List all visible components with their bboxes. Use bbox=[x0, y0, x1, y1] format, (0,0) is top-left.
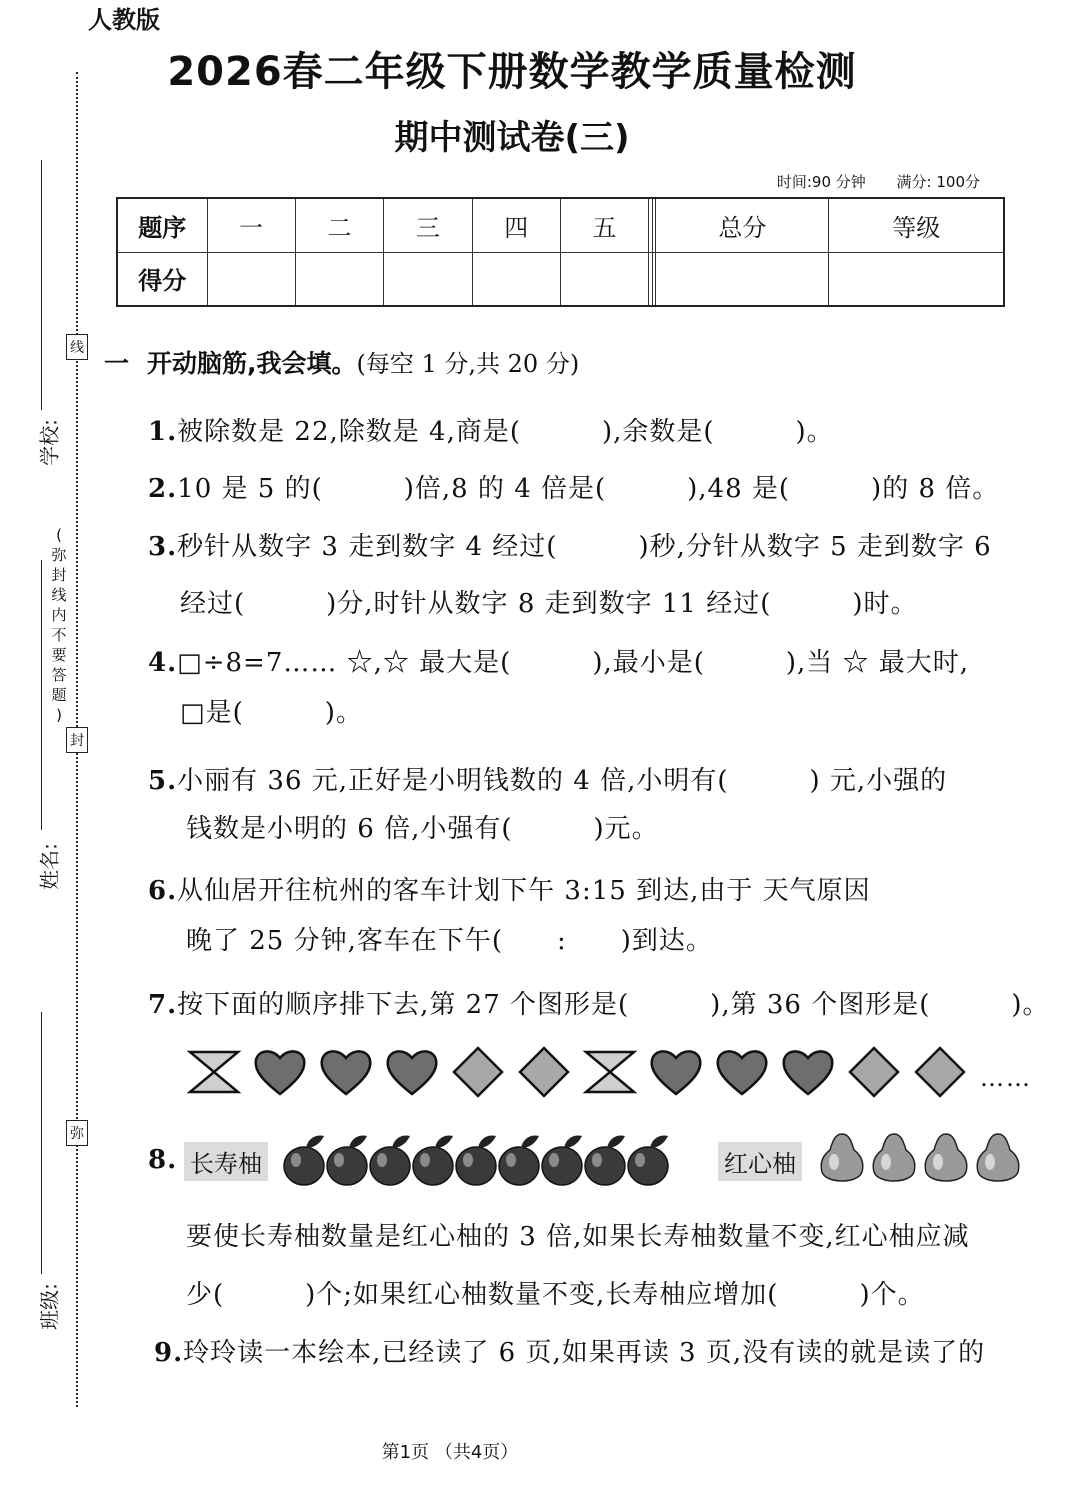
hourglass-shape bbox=[582, 1044, 638, 1100]
score-input-cell[interactable] bbox=[656, 252, 829, 306]
question-5-line-1: 5.小丽有 36 元,正好是小明钱数的 4 倍,小明有( ) 元,小强的 bbox=[148, 766, 948, 796]
score-table bbox=[116, 197, 1005, 307]
changshou-pomelo-icon bbox=[497, 1128, 545, 1188]
seal-char-mi: 弥 bbox=[66, 1120, 88, 1146]
page-footer: 第1页 （共4页） bbox=[381, 1442, 519, 1463]
changshou-pomelo-icon bbox=[540, 1128, 588, 1188]
hongxin-pomelo-icon bbox=[974, 1128, 1022, 1188]
label-hongxin-pomelo: 红心柚 bbox=[718, 1142, 802, 1181]
score-input-cell[interactable] bbox=[472, 252, 560, 306]
label-changshou-pomelo: 长寿柚 bbox=[184, 1142, 268, 1181]
question-9: 9.玲玲读一本绘本,已经读了 6 页,如果再读 3 页,没有读的就是读了的 bbox=[154, 1338, 986, 1368]
score-cell: 题序 bbox=[117, 198, 207, 252]
changshou-pomelo-icon bbox=[282, 1128, 330, 1188]
heart-shape bbox=[252, 1044, 308, 1100]
question-3-line-2: 经过( )分,时针从数字 8 走到数字 11 经过( )时。 bbox=[180, 589, 918, 619]
score-table-header-row bbox=[117, 198, 1004, 252]
score-input-cell[interactable] bbox=[207, 252, 295, 306]
score-table-score-row bbox=[117, 252, 1004, 306]
score-input-cell[interactable] bbox=[560, 252, 648, 306]
hongxin-pomelo-icon bbox=[870, 1128, 918, 1188]
exam-meta bbox=[777, 171, 980, 192]
diamond-shape bbox=[912, 1044, 968, 1100]
pattern-ellipsis: …… bbox=[980, 1064, 1032, 1092]
class-field-line[interactable] bbox=[41, 1012, 42, 1274]
hongxin-pomelo-icon bbox=[818, 1128, 866, 1188]
name-label: 姓名: bbox=[37, 843, 62, 890]
diamond-shape bbox=[450, 1044, 506, 1100]
question-4-line-1: 4.□÷8=7…… ☆,☆ 最大是( ),最小是( ),当 ☆ 最大时, bbox=[148, 648, 970, 678]
q7-shape-pattern bbox=[186, 1044, 1036, 1100]
changshou-pomelo-icon bbox=[368, 1128, 416, 1188]
question-3-line-1: 3.秒针从数字 3 走到数字 4 经过( )秒,分针从数字 5 走到数字 6 bbox=[148, 532, 992, 562]
question-5-line-2: 钱数是小明的 6 倍,小强有( )元。 bbox=[186, 814, 659, 844]
changshou-pomelo-icon bbox=[325, 1128, 373, 1188]
score-cell: 得分 bbox=[117, 252, 207, 306]
edition-label: 人教版 bbox=[88, 6, 160, 34]
score-cell: 四 bbox=[472, 198, 560, 252]
hourglass-shape bbox=[186, 1044, 242, 1100]
question-4-line-2: □是( )。 bbox=[180, 698, 363, 728]
heart-shape bbox=[648, 1044, 704, 1100]
question-8-line-1: 要使长寿柚数量是红心柚的 3 倍,如果长寿柚数量不变,红心柚应减 bbox=[186, 1222, 970, 1252]
changshou-pomelo-icon bbox=[411, 1128, 459, 1188]
score-cell: 总分 bbox=[656, 198, 829, 252]
diamond-shape bbox=[516, 1044, 572, 1100]
seal-char-xian: 线 bbox=[66, 334, 88, 360]
question-2: 2.10 是 5 的( )倍,8 的 4 倍是( ),48 是( )的 8 倍。 bbox=[148, 474, 1000, 504]
exam-full-score: 满分: 100分 bbox=[896, 173, 980, 191]
changshou-pomelo-icon bbox=[626, 1128, 674, 1188]
heart-shape bbox=[714, 1044, 770, 1100]
name-field-line[interactable] bbox=[41, 560, 42, 830]
question-6-line-2: 晚了 25 分钟,客车在下午( : )到达。 bbox=[186, 926, 713, 956]
question-1: 1.被除数是 22,除数是 4,商是( ),余数是( )。 bbox=[148, 417, 834, 447]
seal-note: ( 弥 封 线 内 不 要 答 题 ) bbox=[51, 526, 67, 724]
question-8-number: 8. bbox=[148, 1145, 178, 1175]
question-6-line-1: 6.从仙居开往杭州的客车计划下午 3:15 到达,由于 天气原因 bbox=[148, 876, 871, 906]
hongxin-pomelo-icon bbox=[922, 1128, 970, 1188]
class-label: 班级: bbox=[37, 1283, 62, 1330]
score-cell: 等级 bbox=[829, 198, 1004, 252]
section-heading bbox=[104, 344, 579, 380]
changshou-pomelo-icon bbox=[454, 1128, 502, 1188]
exam-time: 时间:90 分钟 bbox=[776, 173, 866, 191]
question-8-line-2: 少( )个;如果红心柚数量不变,长寿柚应增加( )个。 bbox=[186, 1280, 925, 1310]
score-cell: 一 bbox=[207, 198, 295, 252]
changshou-pomelo-group bbox=[282, 1128, 682, 1190]
school-field-line[interactable] bbox=[41, 160, 42, 410]
heart-shape bbox=[780, 1044, 836, 1100]
section-number: 一 bbox=[104, 349, 130, 378]
question-7: 7.按下面的顺序排下去,第 27 个图形是( ),第 36 个图形是( )。 bbox=[148, 990, 1050, 1020]
section-title: 开动脑筋,我会填。 bbox=[147, 349, 357, 378]
hongxin-pomelo-group bbox=[818, 1128, 1038, 1190]
score-input-cell[interactable] bbox=[295, 252, 383, 306]
section-note: (每空 1 分,共 20 分) bbox=[356, 350, 580, 378]
heart-shape bbox=[384, 1044, 440, 1100]
score-cell: 五 bbox=[560, 198, 648, 252]
page-subtitle: 期中测试卷(三) bbox=[394, 118, 630, 158]
school-label: 学校: bbox=[37, 419, 62, 466]
changshou-pomelo-icon bbox=[583, 1128, 631, 1188]
score-input-cell[interactable] bbox=[829, 252, 1004, 306]
page-title: 2026春二年级下册数学教学质量检测 bbox=[167, 49, 857, 95]
score-input-cell[interactable] bbox=[384, 252, 472, 306]
heart-shape bbox=[318, 1044, 374, 1100]
score-cell: 二 bbox=[295, 198, 383, 252]
diamond-shape bbox=[846, 1044, 902, 1100]
seal-char-feng: 封 bbox=[66, 727, 88, 753]
score-cell: 三 bbox=[384, 198, 472, 252]
